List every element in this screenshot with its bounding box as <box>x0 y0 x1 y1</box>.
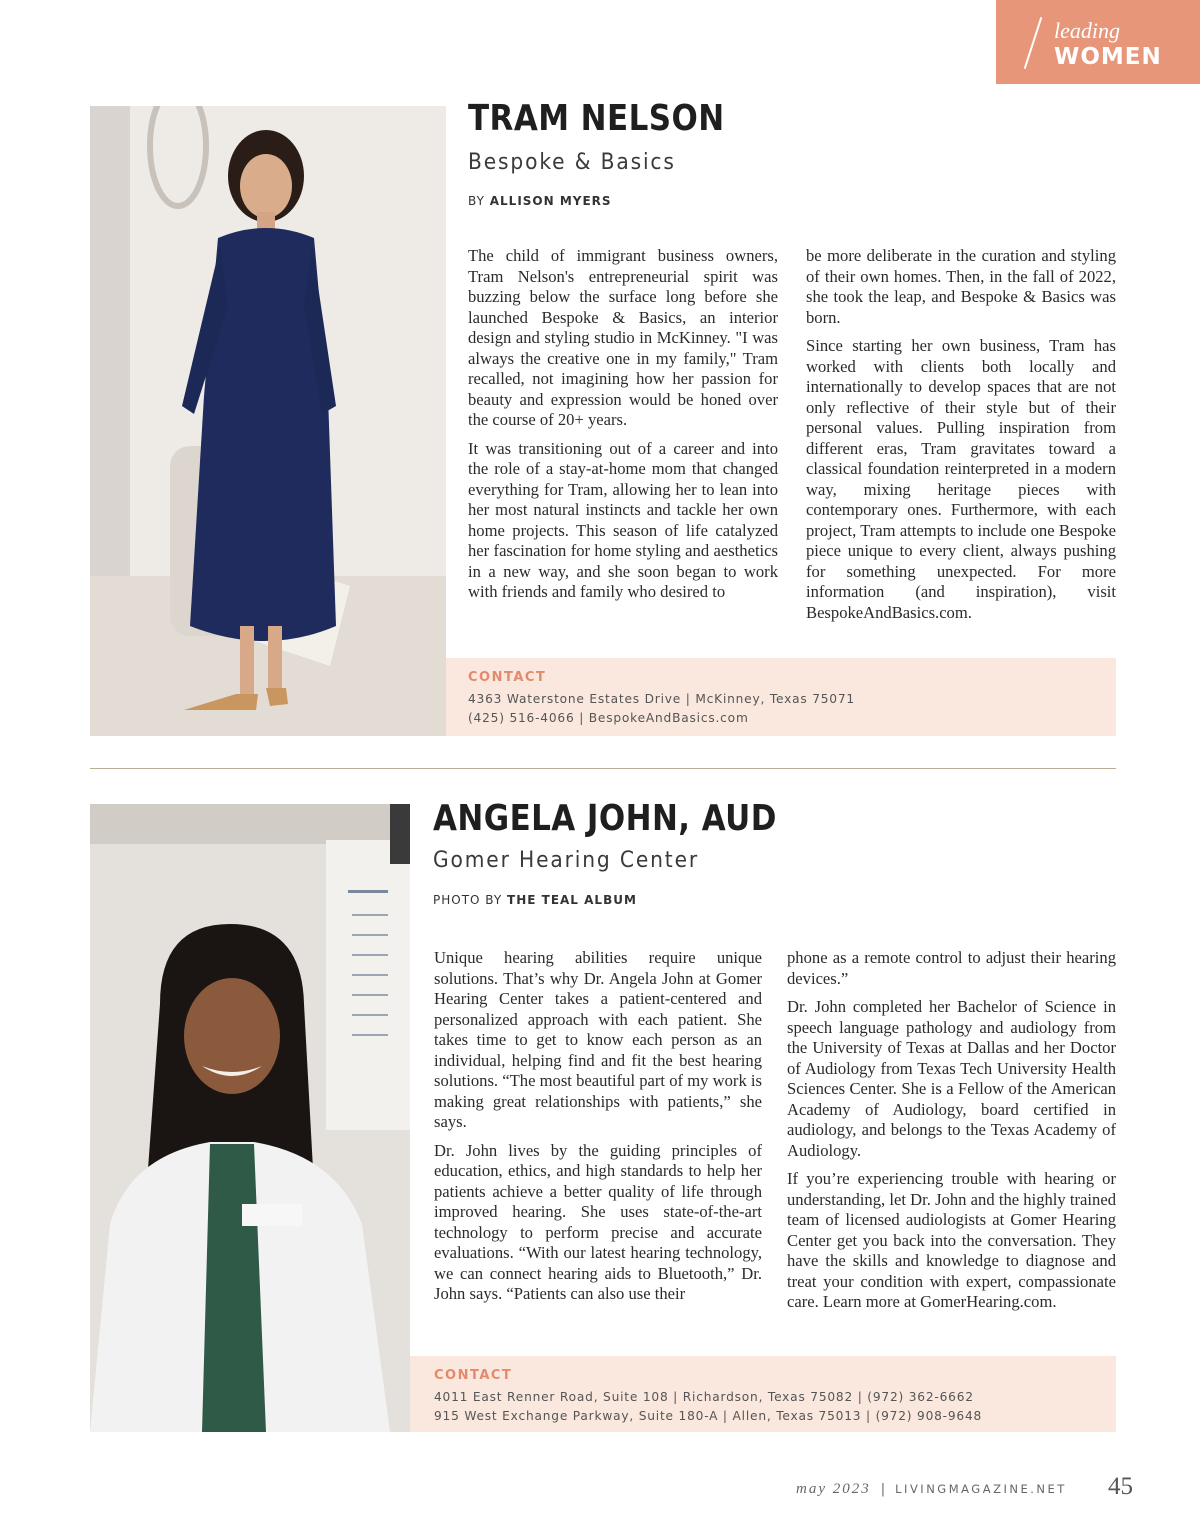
article-2-column-1 <box>434 948 762 1313</box>
contact-address: 4363 Waterstone Estates Drive | McKinney, Texas 75071 <box>468 692 855 706</box>
article-2-column-2 <box>787 948 1116 1321</box>
article-1-column-1 <box>468 246 778 611</box>
byline-prefix: PHOTO BY <box>433 893 503 907</box>
tab-slash <box>1024 17 1043 69</box>
contact-label: CONTACT <box>468 670 547 685</box>
byline-prefix: BY <box>468 194 485 208</box>
paragraph: The child of immigrant business owners, Tram Nelson's entrepreneurial spirit was buzzing below the surface long before she launched Bespoke & Basics, an interior design and styling studio in McKinney. "I was always the creative one in my family," Tram recalled, not imagining how her passion for beauty and expression would be honed over the course of 20+ years. <box>468 246 778 429</box>
paragraph: It was transitioning out of a career and into the role of a stay-at-home mom that changed everything for Tram, allowing her to lean into her most natural instincts and tackle her own home projects. This season of life catalyzed her fascination for home styling and aesthetics in a new way, and she soon began to work with friends and family who desired to <box>468 438 778 601</box>
article-2-company: Gomer Hearing Center <box>433 848 700 873</box>
article-1-company: Bespoke & Basics <box>468 150 676 175</box>
contact-location-allen: 915 West Exchange Parkway, Suite 180-A | Allen, Texas 75013 | (972) 908-9648 <box>434 1409 983 1423</box>
page-number: 45 <box>1108 1473 1133 1500</box>
paragraph: Dr. John completed her Bachelor of Science in speech language pathology and audiology from the University of Texas at Dallas and her Doctor of Audiology from Texas Tech University Health Sciences Center. She is a Fellow of the American Academy of Audiology, board certified in audiology, and belongs to the Texas Academy of Audiology. <box>787 997 1116 1160</box>
article-divider <box>90 768 1116 769</box>
byline-photographer: THE TEAL ALBUM <box>507 893 637 907</box>
footer-site: LIVINGMAGAZINE.NET <box>895 1482 1067 1496</box>
paragraph: phone as a remote control to adjust their hearing devices.” <box>787 948 1116 988</box>
paragraph: Dr. John lives by the guiding principles of education, ethics, and high standards to help her patients achieve a better quality of life through improved hearing. She uses state-of-the-art technology to perform precise and accurate evaluations. “With our latest hearing technology, we can connect hearing aids to Bluetooth,” Dr. John says. “Patients can also use their <box>434 1140 762 1303</box>
article-2-byline <box>433 893 637 907</box>
article-1-column-2 <box>806 246 1116 631</box>
paragraph: If you’re experiencing trouble with hearing or understanding, let Dr. John and the highly trained team of licensed audiologists at Gomer Hearing Center get you back into the conversation. They have the skills and knowledge to diagnose and treat your condition with expert, compassionate care. Learn more at GomerHearing.com. <box>787 1169 1116 1311</box>
contact-label: CONTACT <box>434 1368 513 1383</box>
footer-issue: may 2023 <box>796 1481 871 1497</box>
paragraph: Unique hearing abilities require unique solutions. That’s why Dr. Angela John at Gomer Hearing Center takes a patient-centered and personalized approach with each patient. She takes time to get to know each person as an individual, helping find and fit the best hearing solutions. “The most beautiful part of my work is making great relationships with patients,” she says. <box>434 948 762 1131</box>
section-tab-women: WOMEN <box>1054 44 1162 70</box>
section-tab <box>996 0 1200 84</box>
page-footer <box>796 1480 1067 1498</box>
paragraph: Since starting her own business, Tram has worked with clients both locally and internationally to develop spaces that are not only reflective of their style but of their personal values. Pulling inspiration from different eras, Tram gravitates toward a classical foundation reinterpreted in a modern way, mixing heritage pieces with contemporary ones. Furthermore, with each project, Tram attempts to include one Bespoke piece unique to every client, always pushing for something unexpected. For more information (and inspiration), visit BespokeAndBasics.com. <box>806 336 1116 622</box>
byline-author: ALLISON MYERS <box>489 194 612 208</box>
article-1-name: TRAM NELSON <box>468 98 725 139</box>
article-2-contact-box <box>410 1356 1116 1432</box>
footer-separator: | <box>880 1482 886 1497</box>
article-1-contact-box <box>446 658 1116 736</box>
section-tab-leading: leading <box>1054 18 1120 43</box>
angela-john-photo <box>90 804 410 1432</box>
article-1-byline <box>468 194 612 208</box>
paragraph: be more deliberate in the curation and styling of their own homes. Then, in the fall of 2022, she took the leap, and Bespoke & Basics was born. <box>806 246 1116 327</box>
contact-phone-web: (425) 516-4066 | BespokeAndBasics.com <box>468 711 749 725</box>
tram-nelson-photo <box>90 106 446 736</box>
article-2-name: ANGELA JOHN, AUD <box>433 798 777 839</box>
contact-location-richardson: 4011 East Renner Road, Suite 108 | Richardson, Texas 75082 | (972) 362-6662 <box>434 1390 974 1404</box>
